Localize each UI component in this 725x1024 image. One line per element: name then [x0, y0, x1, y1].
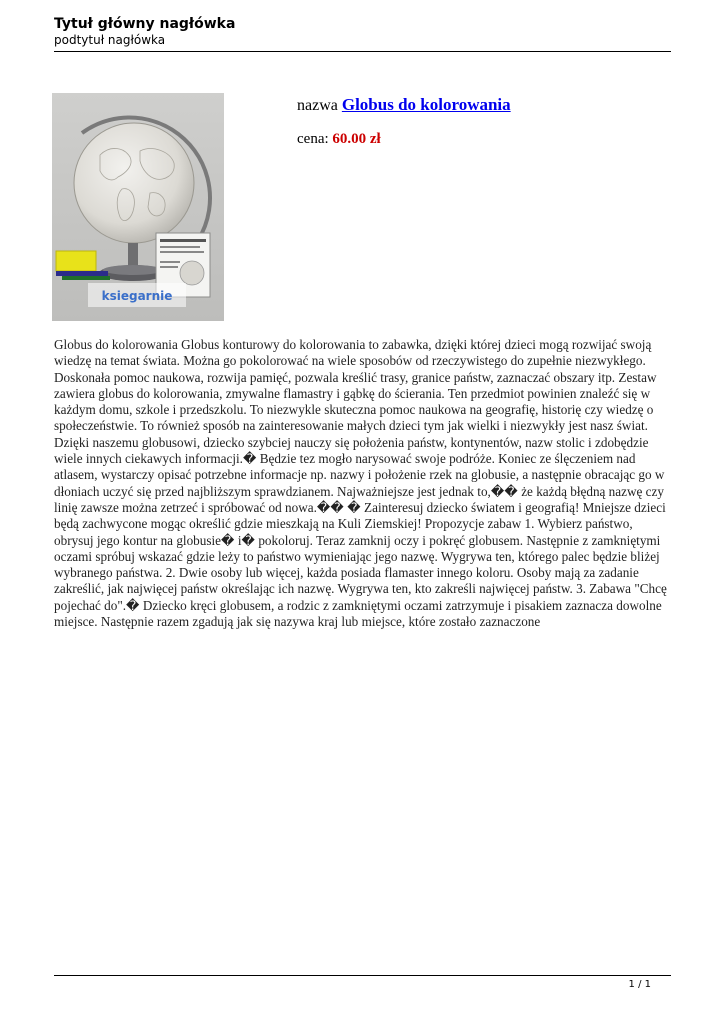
- page-header: [54, 16, 671, 48]
- header-divider: [54, 51, 671, 52]
- product-name-line: [297, 95, 511, 116]
- product-description: Globus do kolorowania Globus konturowy do kolorowania to zabawka, dzięki której dzieci mogą rozwijać swoją wiedzę na temat świata. Można go pokolorować na wiele sposobów od rzeczywistego do zupełnie niezwykłego. Doskonała pomoc naukowa, rozwija pamięć, pozwala kreślić trasy, granice państw, zaznaczać obszary itp. Zestaw zawiera globus do kolorowania, zmywalne flamastry i gąbkę do ścierania. Ten przedmiot powinien znaleźć się w każdym domu, szkole i przedszkolu. To niezwykle skuteczna pomoc naukowa na geografię, historię czy wiedzę o społeczeństwie. To również sposób na zainteresowanie małych dzieci tym jak wielki i niezwykły jest nasz świat. Dzięki naszemu globusowi, dziecko szybciej nauczy się położenia państw, kontynentów, nazw stolic i zdobędzie wiele innych ciekawych informacji.� Będzie tez mogło narysować swoje podróże. Koniec ze ślęczeniem nad atlasem, wystarczy opisać potrzebne informacje np. nazwy i położenie rzek na globusie, a następnie obracając go w dłoniach uczyć się przed najbliższym sprawdzianem. Najważniejsze jest jednak to,�� że każdą błędną nazwę czy linię zawsze można zetrzeć i spróbować od nowa.�� � Zainteresuj dziecko światem i geografią! Mniejsze dzieci będą zachwycone mogąc określić gdzie mieszkają na Kuli Ziemskiej! Propozycje zabaw 1. Wybierz państwo, obrysuj jego kontur na globusie� i� pokoloruj. Teraz zamknij oczy i pokręć globusem. Następnie z zamkniętymi oczami spróbuj wskazać gdzie leży to państwo wymieniając jego nazwę. Wygrywa ten, którego palec będzie bliżej wybranego państwa. 2. Dwie osoby lub więcej, każda posiada flamaster innego koloru. Osoby mają za zadanie zakreślić, jak najwięcej państw określając ich nazwę. Wygrywa ten, kto zakreśli najwięcej państw. 3. Zabawa "Chcę pojechać do".� Dziecko kręci globusem, a rodzic z zamkniętymi oczami zatrzymuje i pisakiem zaznacza dowolne miejsce. Następnie razem zgadują jak się nazywa kraj lub miejsce, które zostało zaznaczone: [54, 337, 667, 630]
- product-price-line: [297, 130, 511, 148]
- page-number: 1 / 1: [628, 979, 651, 990]
- product-price-value: 60.00 zł: [332, 131, 381, 147]
- product-name-label: nazwa: [297, 97, 338, 114]
- footer-divider: [54, 975, 671, 976]
- shop-logo-text: ksiegarnie: [101, 289, 173, 303]
- product-image: [52, 93, 224, 321]
- globe-product-photo: [52, 93, 224, 321]
- product-price-label: cena:: [297, 131, 329, 147]
- product-info: [297, 95, 511, 148]
- product-name-link[interactable]: Globus do kolorowania: [341, 95, 511, 114]
- header-title: Tytuł główny nagłówka: [54, 16, 236, 32]
- header-subtitle: podtytuł nagłówka: [54, 33, 166, 47]
